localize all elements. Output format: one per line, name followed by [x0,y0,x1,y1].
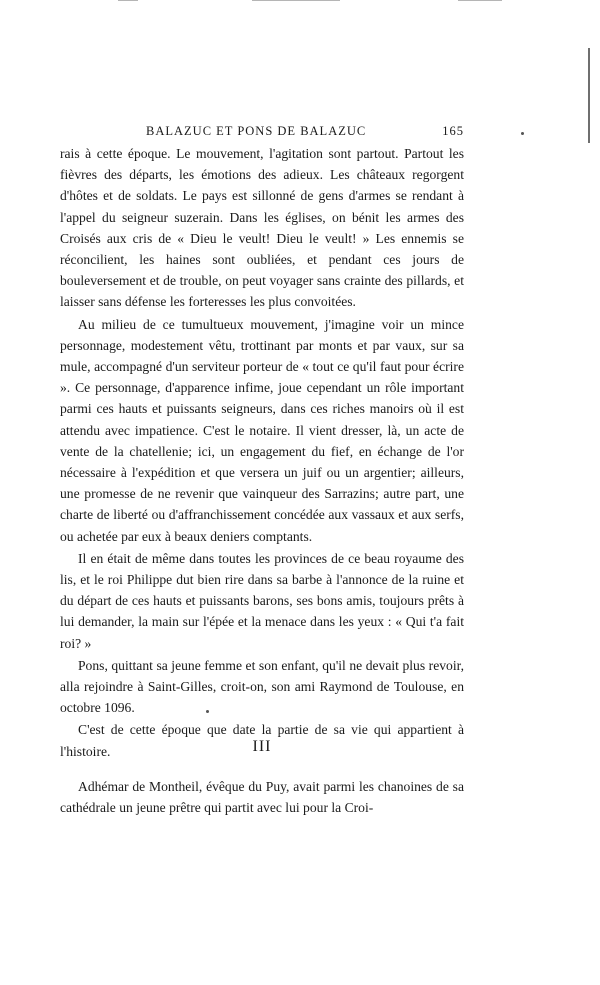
body-text [60,143,464,762]
ink-speck [521,132,524,135]
paragraph: Au milieu de ce tumultueux mouvement, j'imagine voir un mince personnage, modestement vêtu, trottinant par monts et par vaux, sur sa mule, accompagné d'un serviteur porteur de « tout ce qu'il faut pour écrire ». Ce personnage, d'apparence infime, joue cependant un rôle important parmi ces hauts et puissants seigneurs, dans ces riches manoirs où il est attendu avec impatience. C'est le notaire. Il vient dresser, là, un acte de vente de la chatellenie; ici, un engagement du fief, en échange de l'or nécessaire à l'expédition et que versera un juif ou un argentier; ailleurs, une promesse de ne revenir que vainqueur des Sarrazins; autre part, une charte de liberté ou d'affranchissement concédée aux vassaux et aux serfs, ou achetée par eux à beaux deniers comptants. [60,316,464,544]
page-number: 165 [442,124,464,138]
running-title: BALAZUC ET PONS DE BALAZUC [146,124,367,138]
section-heading: III [252,738,272,755]
scan-artifact-line [252,0,340,1]
page-edge-mark [588,48,590,143]
paragraph: Il en était de même dans toutes les provinces de ce beau royaume des lis, et le roi Philippe dut bien rire dans sa barbe à l'annonce de la ruine et du départ de ces hauts et puissants barons, ses bons amis, toujours prêts à lui demander, la main sur l'épée et la menace dans les yeux : « Qui t'a fait roi? » [60,550,464,651]
paragraph: C'est de cette époque que date la partie de sa vie qui appartient à l'histoire. [60,722,464,759]
scan-artifact-line [458,0,502,1]
running-header [60,124,464,144]
paragraph: Pons, quittant sa jeune femme et son enfant, qu'il ne devait plus revoir, alla rejoindre à Saint-Gilles, croit-on, son ami Raymond de Toulouse, en octobre 1096. [60,657,464,716]
paragraph: rais à cette époque. Le mouvement, l'agitation sont partout. Partout les fièvres des départs, les émotions des adieux. Les châteaux regorgent d'hôtes et de soldats. Le pays est sillonné de gens d'armes se rendant à l'appel du seigneur suzerain. Dans les églises, on bénit les armes des Croisés aux cris de « Dieu le veult! Dieu le veult! » Les ennemis se réconcilient, les haines sont oubliées, et pendant ces jours de bouleversement et de trouble, on peut voyager sans crainte des pillards, et laisser sans défense les forteresses les plus convoitées. [60,146,464,310]
section-paragraph: Adhémar de Montheil, évêque du Puy, avait parmi les chanoines de sa cathédrale un jeune prêtre qui partit avec lui pour la Croi- [60,779,464,816]
scan-artifact-line [118,0,138,1]
